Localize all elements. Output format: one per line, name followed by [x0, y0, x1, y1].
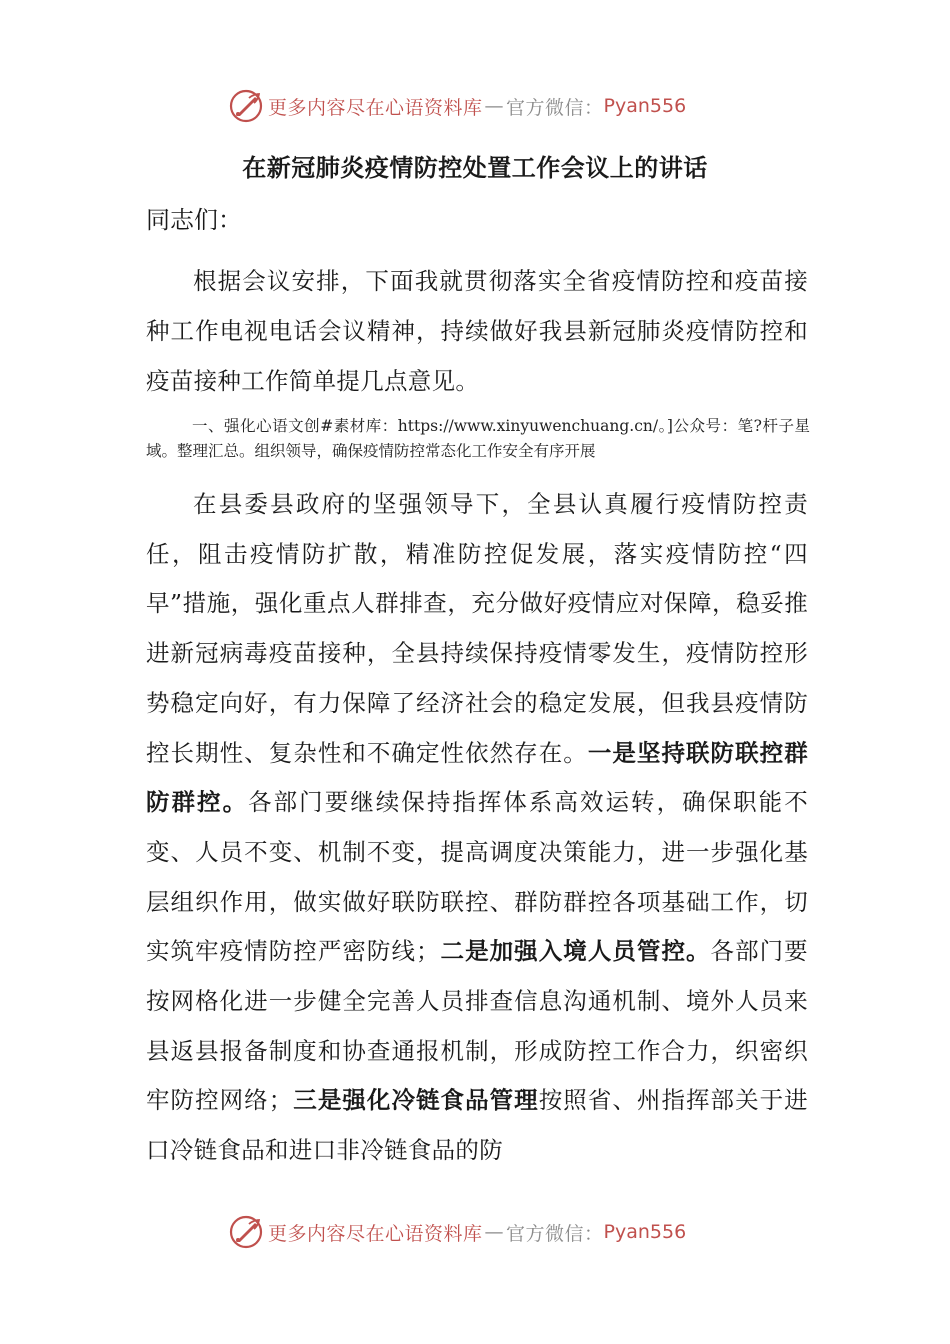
- watermark-dash: —: [484, 95, 505, 117]
- point-1-heading: 一是坚持联防联控群防群控。: [146, 738, 808, 817]
- watermark-label: 官方微信：: [506, 96, 604, 119]
- watermark-account: Pyan556: [603, 95, 687, 117]
- paragraph-1: 根据会议安排，下面我就贯彻落实全省疫情防控和疫苗接种工作电视电话会议精神，持续做好我县新冠肺炎疫情防控和疫苗接种工作简单提几点意见。: [146, 267, 808, 395]
- salutation: 同志们：: [146, 206, 242, 234]
- watermark-account: Pyan556: [603, 1221, 687, 1243]
- watermark-label: 官方微信：: [506, 1222, 604, 1245]
- watermark-main-text: 更多内容尽在心语资料库: [268, 96, 483, 119]
- paragraph-2-text-1: 在县委县政府的坚强领导下，全县认真履行疫情防控责任，阻击疫情防扩散，精准防控促发展，落实疫情防控“四早”措施，强化重点人群排查，充分做好疫情应对保障，稳妥推进新冠病毒疫苗接种，全县持续保持疫情零发生，疫情防控形势稳定向好，有力保障了经济社会的稳定发展，但我县疫情防控长期性、复杂性和不确定性依然存在。: [146, 490, 808, 767]
- document-title: 在新冠肺炎疫情防控处置工作会议上的讲话: [242, 153, 708, 182]
- paragraph-2-text-4: 按照省、州指挥部关于进口冷链食品和进口非冷链食品的防: [146, 1086, 808, 1165]
- point-2-heading: 二是加强入境人员管控。: [439, 937, 711, 966]
- paragraph-2: [146, 480, 808, 1176]
- section-heading-note: 一、强化心语文创#素材库：https://www.xinyuwenchuang.cn/。]公众号：笔?杆子星域。整理汇总。组织领导，确保疫情防控常态化工作安全有序开展: [146, 417, 810, 460]
- paragraph-2-text-3: 各部门要按网格化进一步健全完善人员排查信息沟通机制、境外人员来县返县报备制度和协查通报机制，形成防控工作合力，织密织牢防控网络；: [146, 937, 808, 1115]
- point-3-heading: 三是强化冷链食品管理: [292, 1086, 539, 1115]
- watermark-dash: —: [484, 1221, 505, 1243]
- watermark-main-text: 更多内容尽在心语资料库: [268, 1222, 483, 1245]
- quill-logo-icon: [228, 1214, 264, 1250]
- paragraph-2-text-2: 各部门要继续保持指挥体系高效运转，确保职能不变、人员不变、机制不变，提高调度决策能力，进一步强化基层组织作用，做实做好联防联控、群防群控各项基础工作，切实筑牢疫情防控严密防线；: [146, 788, 809, 966]
- footer-watermark: [228, 1212, 748, 1252]
- header-watermark: [228, 86, 748, 126]
- quill-logo-icon: [228, 88, 264, 124]
